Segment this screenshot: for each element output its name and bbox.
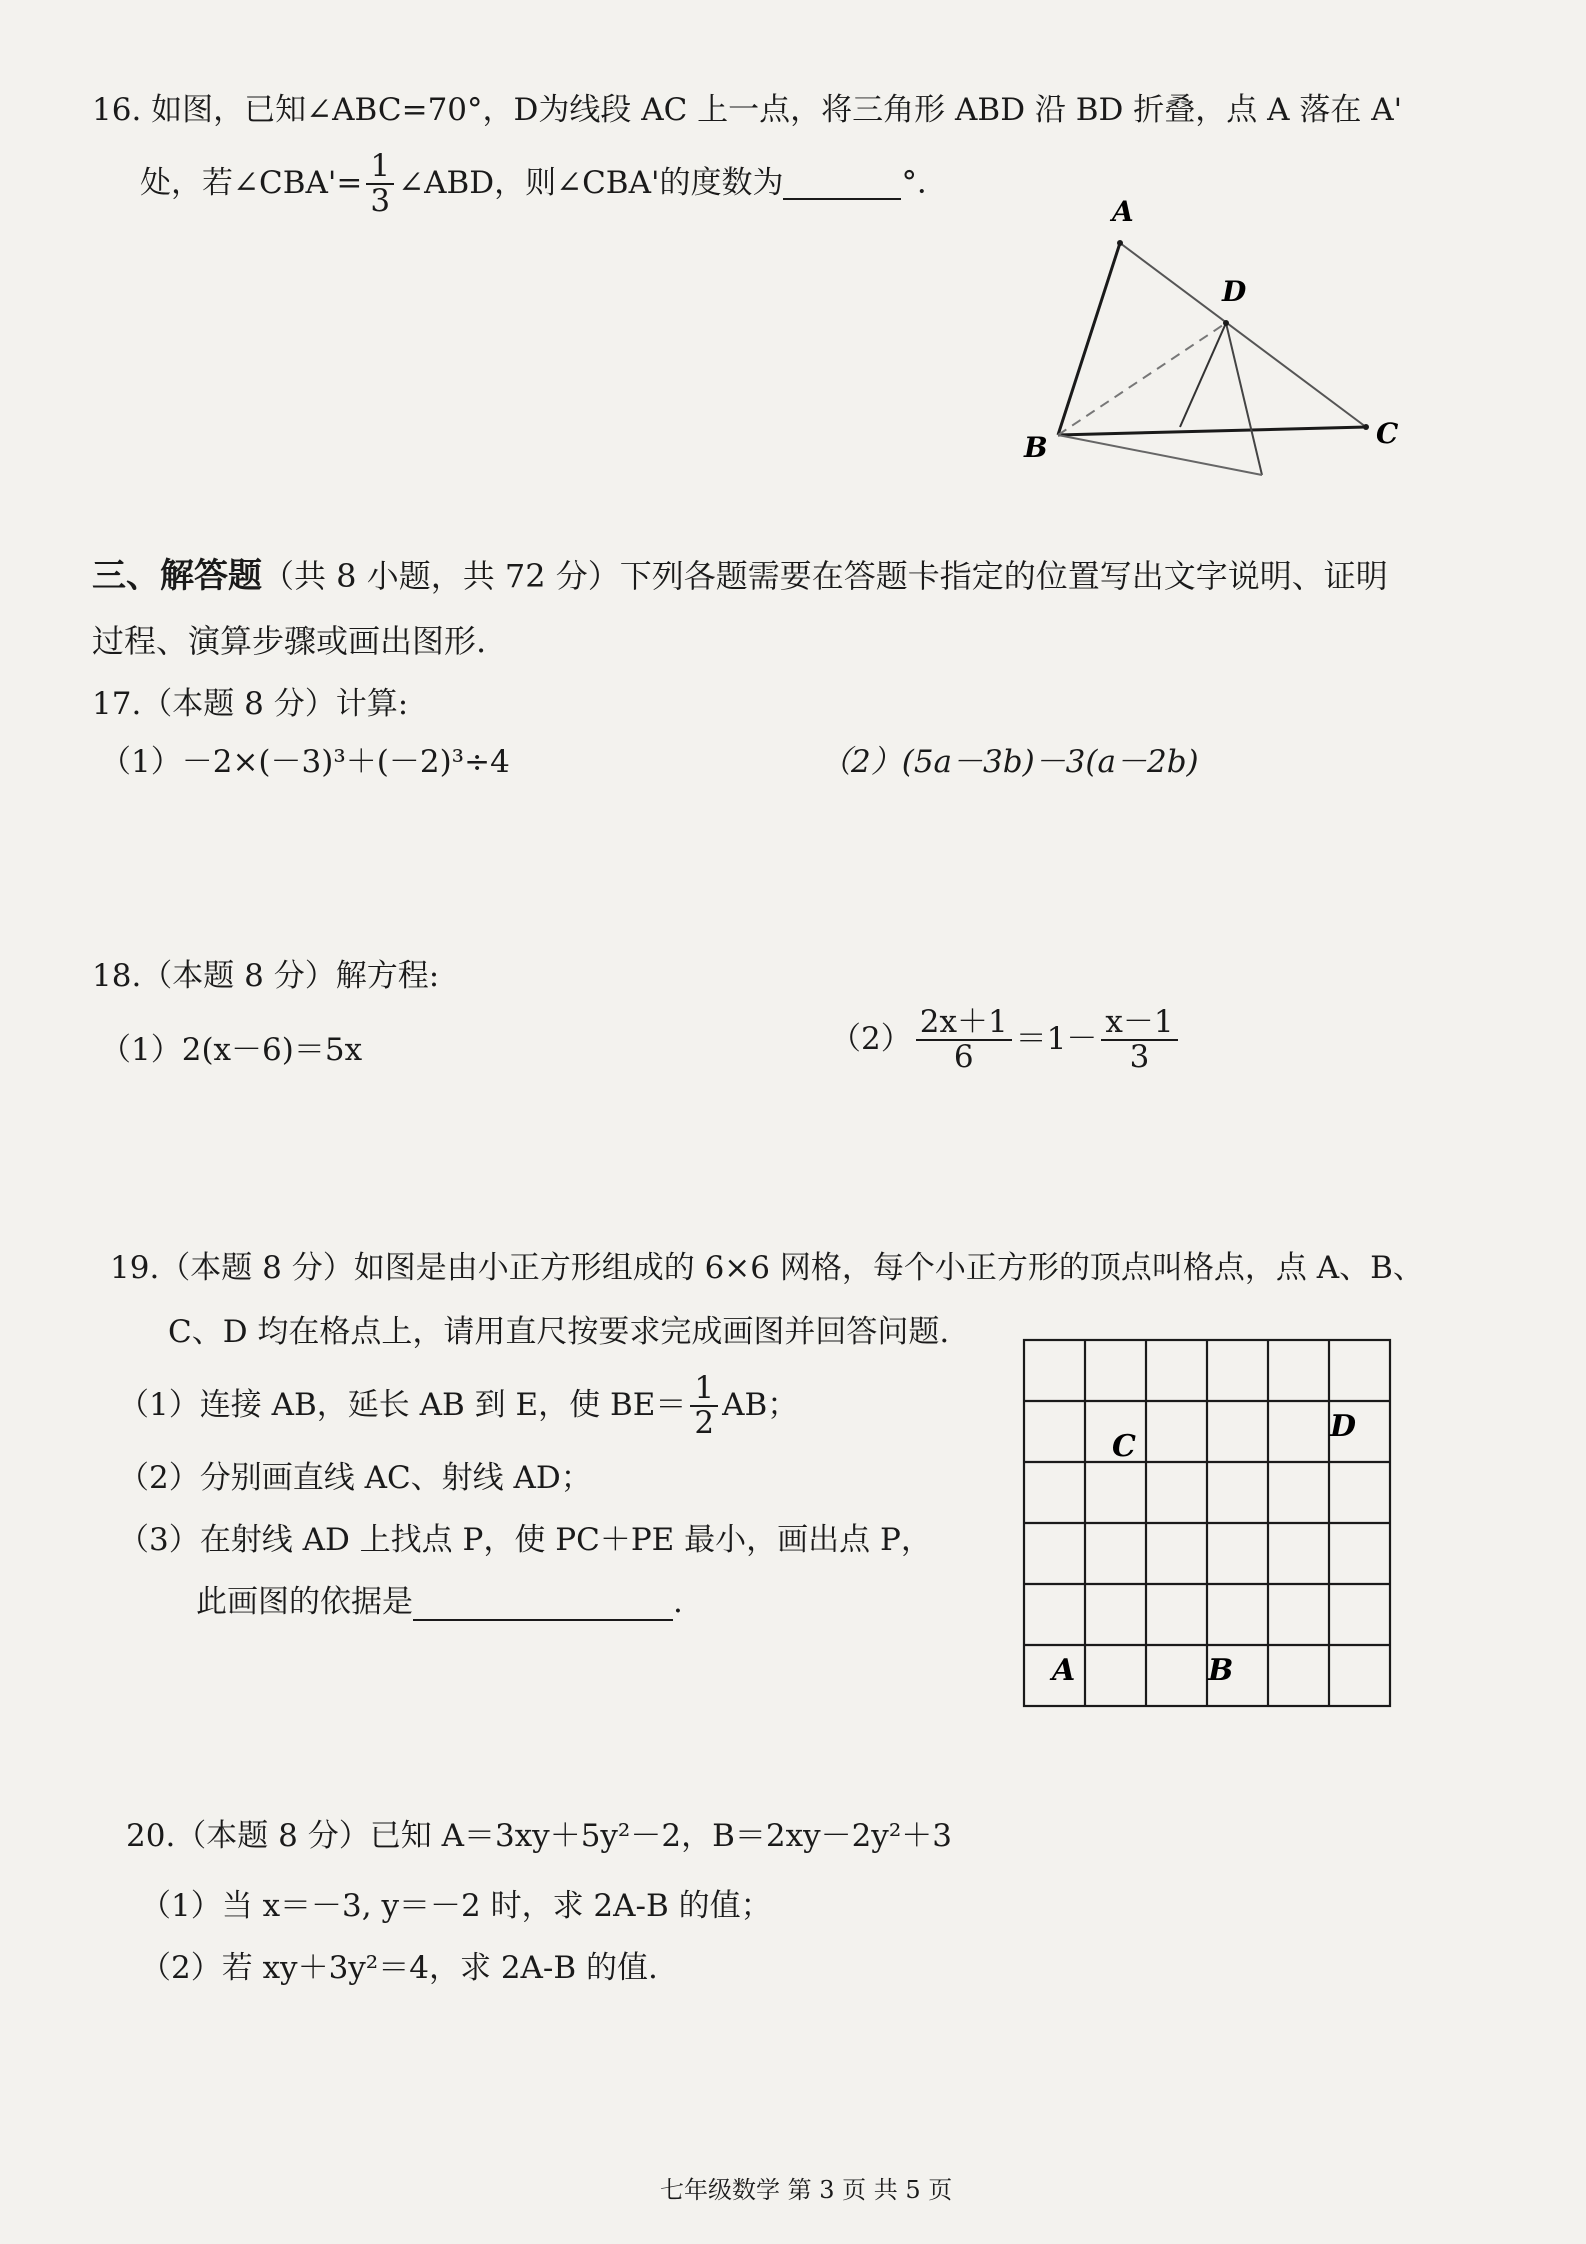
fig-label-d: D (1222, 275, 1247, 308)
q16-line2-b: ∠ABD，则∠CBA'的度数为 (398, 164, 784, 201)
q19-frac-num: 1 (690, 1372, 718, 1407)
segment-ba-prime (1058, 435, 1262, 475)
segment-ab (1058, 243, 1120, 435)
q19-part1 (118, 1372, 798, 1439)
q16-answer-blank[interactable] (783, 168, 901, 200)
q20-part1: （1）当 x＝－3, y＝－2 时，求 2A-B 的值； (140, 1888, 772, 1924)
q20-part2: （2）若 xy＋3y²＝4，求 2A-B 的值. (140, 1950, 658, 1986)
q19-part1-b: AB； (722, 1386, 799, 1423)
q19-fraction (690, 1372, 718, 1439)
q19-part1-a: （1）连接 AB，延长 AB 到 E，使 BE＝ (118, 1386, 687, 1423)
q18-part2-mid: ＝1－ (1015, 1020, 1098, 1057)
q19-line1: 19.（本题 8 分）如图是由小正方形组成的 6×6 网格，每个小正方形的顶点叫格点，点 A、B、 (110, 1250, 1424, 1286)
section3-desc1: （共 8 小题，共 72 分）下列各题需要在答题卡指定的位置写出文字说明、证明 (262, 557, 1388, 595)
q18-part1: （1）2(x－6)＝5x (100, 1032, 363, 1068)
q17-part2: （2）(5a－3b)－3(a－2b) (820, 744, 1199, 780)
q19-line2: C、D 均在格点上，请用直尺按要求完成画图并回答问题. (168, 1314, 950, 1350)
q19-part3b-a: 此画图的依据是 (196, 1584, 413, 1620)
grid-label-c: C (1112, 1429, 1136, 1464)
q19-frac-den: 2 (694, 1404, 715, 1441)
q18-frac1-den: 6 (953, 1038, 974, 1075)
q19-part2: （2）分别画直线 AC、射线 AD； (118, 1460, 592, 1496)
q18-frac2-den: 3 (1129, 1038, 1150, 1075)
section3-desc2: 过程、演算步骤或画出图形. (92, 622, 487, 660)
page-footer: 七年级数学 第 3 页 共 5 页 (660, 2176, 953, 2204)
q18-fraction-left (916, 1006, 1012, 1073)
q17-part1: （1）－2×(－3)³＋(－2)³÷4 (100, 744, 510, 780)
grid-label-d: D (1330, 1409, 1357, 1444)
fig-label-c: C (1376, 417, 1399, 450)
grid-lines (1024, 1340, 1390, 1706)
q16-fraction (366, 150, 394, 217)
section3-header (92, 548, 1388, 597)
q18-fraction-right (1101, 1006, 1177, 1073)
q19-part3b (196, 1584, 683, 1621)
q16-line1: 16. 如图，已知∠ABC=70°，D为线段 AC 上一点，将三角形 ABD 沿 BD 折叠，点 A 落在 A' (92, 92, 1403, 128)
q16-frac-den: 3 (370, 182, 391, 219)
q16-line2-a: 处，若∠CBA'= (140, 164, 363, 201)
segment-bc (1058, 427, 1366, 435)
q20-line1: 20.（本题 8 分）已知 A＝3xy＋5y²－2，B＝2xy－2y²＋3 (126, 1818, 952, 1854)
fig-label-a: A (1112, 195, 1134, 228)
q18-part2 (830, 1006, 1182, 1073)
q16-triangle-figure (1020, 195, 1420, 495)
section3-title: 三、解答题 (92, 556, 262, 596)
q16-line2-c: °． (901, 164, 948, 201)
q19-answer-blank[interactable] (413, 1587, 673, 1621)
grid-label-a: A (1052, 1653, 1076, 1688)
q16-frac-num: 1 (366, 150, 394, 185)
q19-part3b-b: . (673, 1584, 683, 1620)
q16-line2 (140, 150, 948, 217)
q18-frac2-num: x－1 (1101, 1006, 1177, 1041)
q19-grid-figure (1020, 1336, 1400, 1716)
q19-part3: （3）在射线 AD 上找点 P，使 PC＋PE 最小，画出点 P， (118, 1522, 932, 1558)
fig-label-b: B (1024, 431, 1048, 464)
q18-title: 18.（本题 8 分）解方程: (92, 958, 440, 994)
q18-part2-prefix: （2） (830, 1020, 912, 1057)
grid-label-b: B (1208, 1653, 1234, 1688)
q17-title: 17.（本题 8 分）计算: (92, 686, 409, 722)
q18-frac1-num: 2x＋1 (916, 1006, 1012, 1041)
segment-ac (1120, 243, 1366, 427)
